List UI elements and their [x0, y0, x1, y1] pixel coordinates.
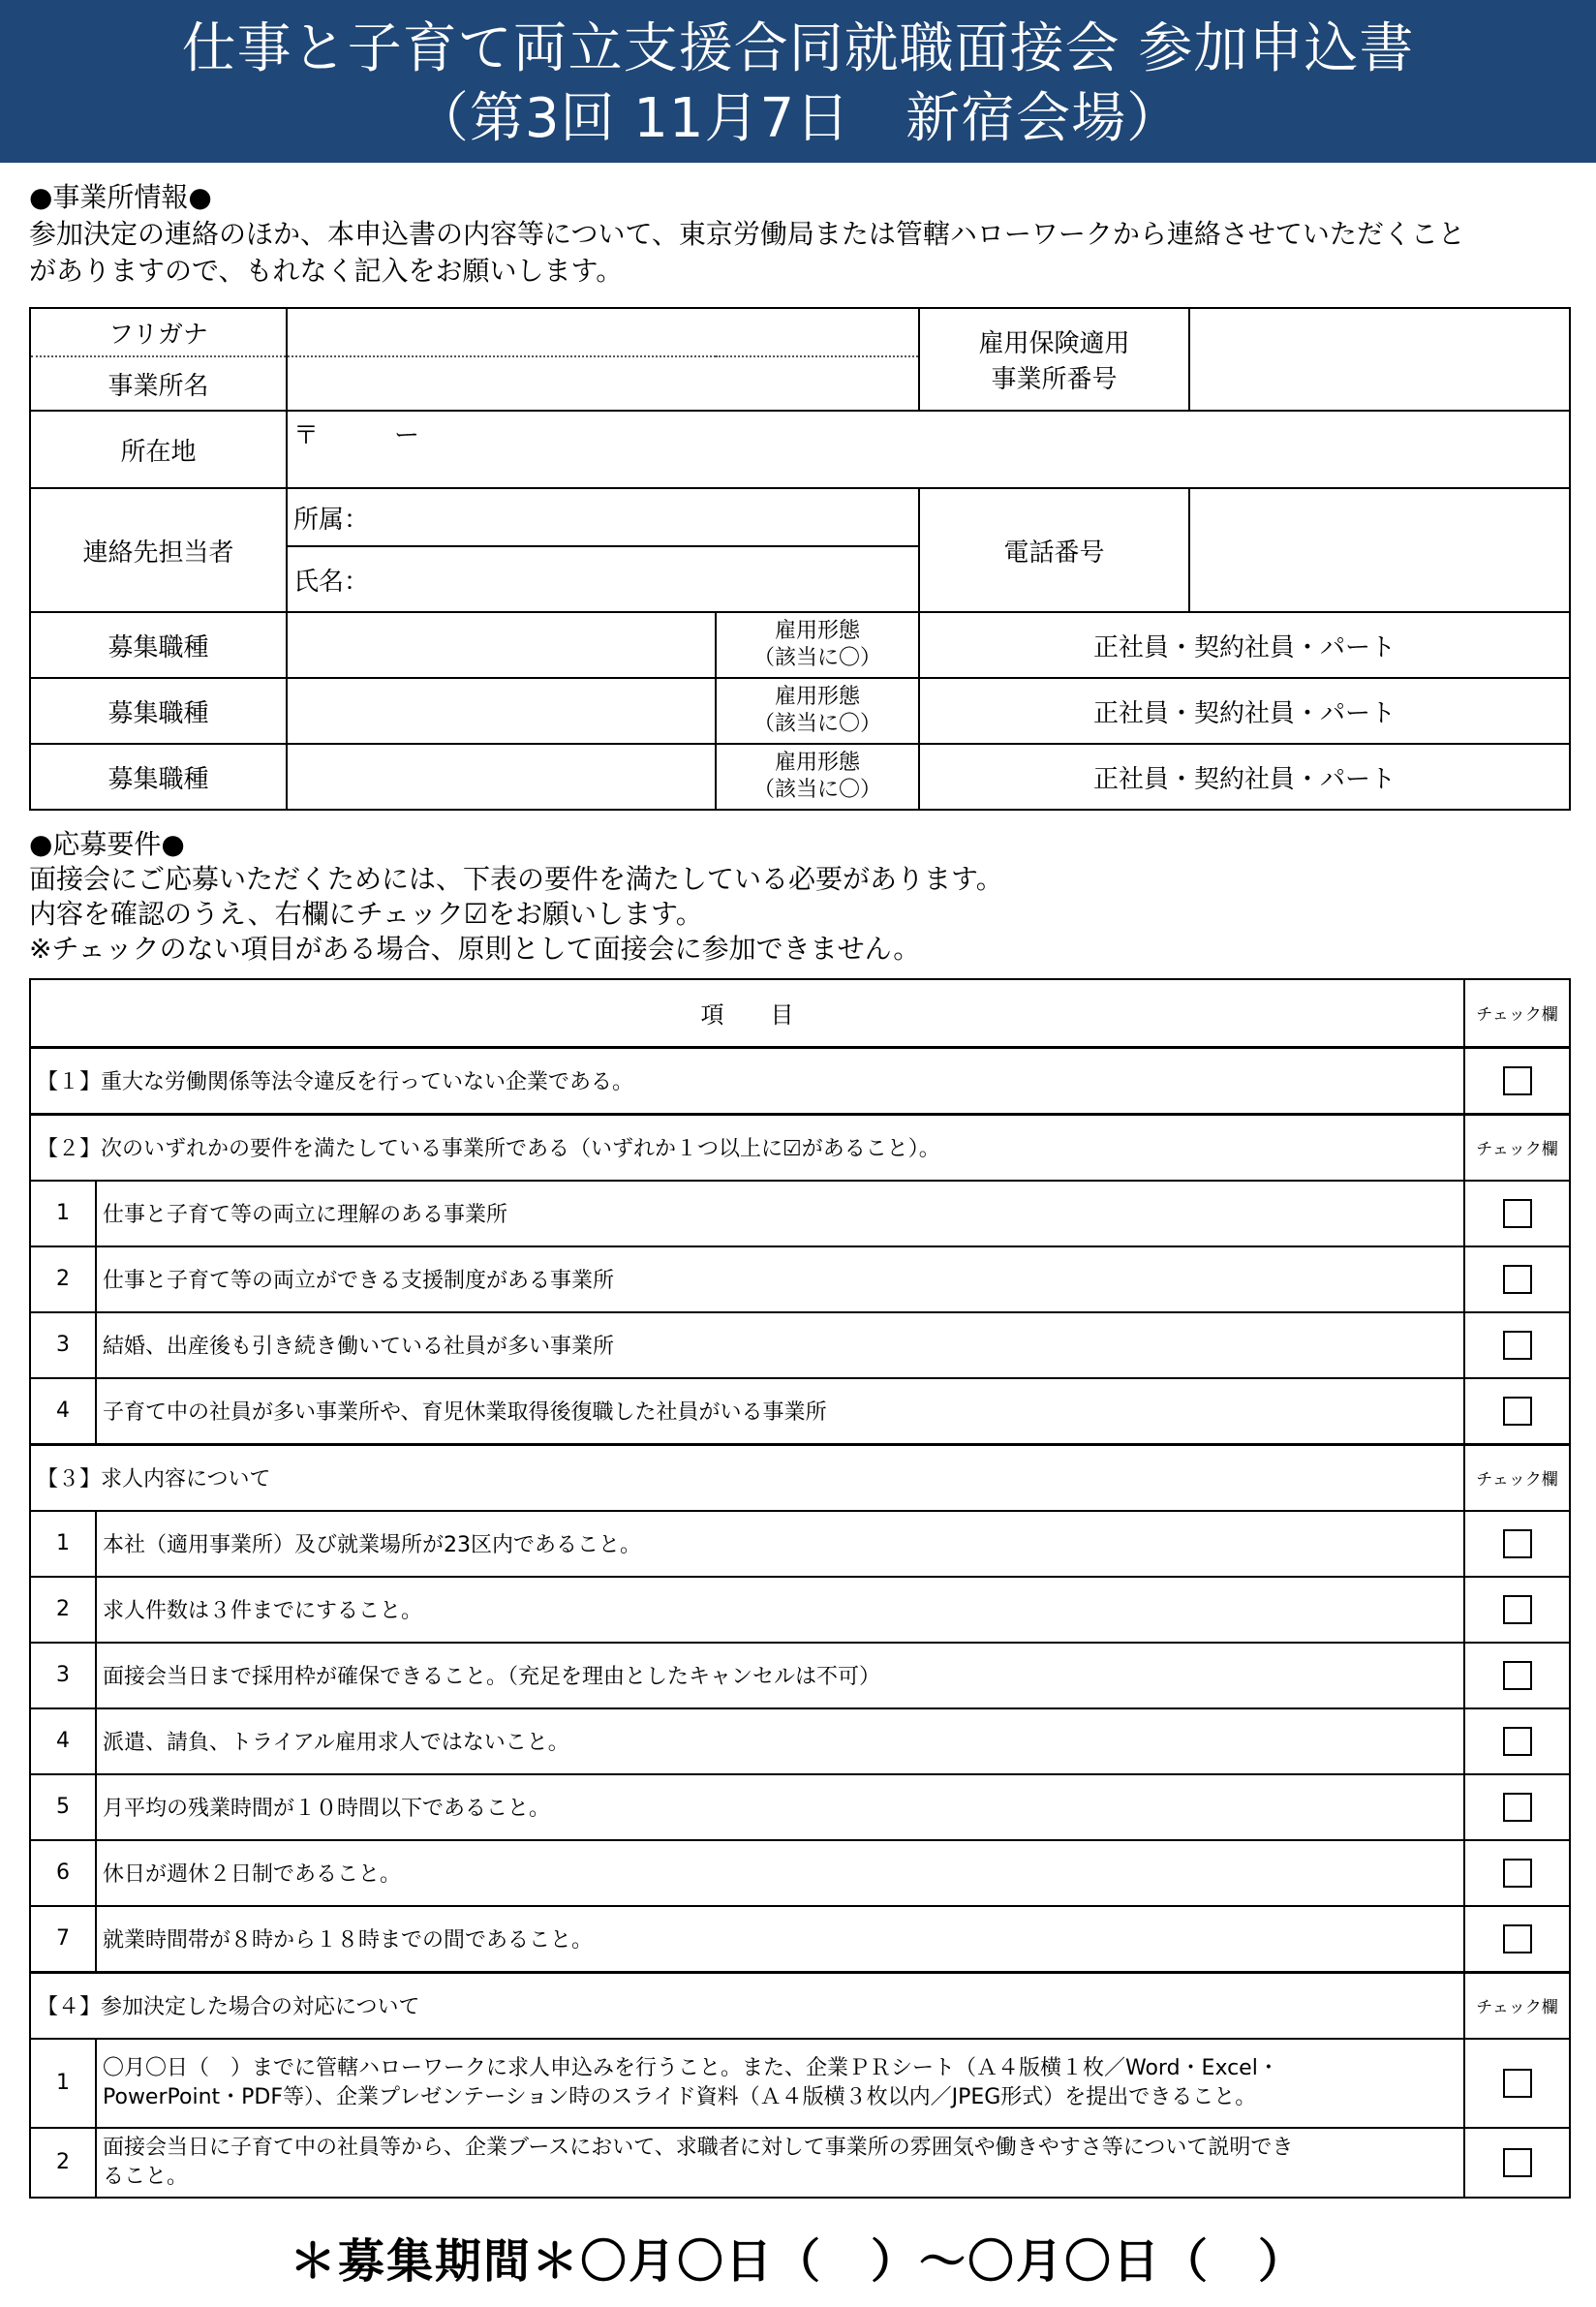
item-number: 3	[30, 1643, 96, 1708]
job-type-label: 募集職種	[30, 744, 287, 810]
check-column-header: チェック欄	[1464, 1114, 1570, 1181]
requirements-note-1: 面接会にご応募いただくためには、下表の要件を満たしている必要があります。	[29, 863, 1003, 895]
checkbox-cell[interactable]	[1464, 1577, 1570, 1643]
department-label: 所属：	[293, 505, 370, 535]
checkbox-cell[interactable]	[1464, 2128, 1570, 2198]
job-type-label: 募集職種	[30, 612, 287, 678]
insurance-label-line1: 雇用保険適用	[978, 329, 1130, 358]
employment-options[interactable]: 正社員・契約社員・パート	[919, 678, 1570, 744]
item-text: 本社（適用事業所）及び就業場所が23区内であること。	[96, 1511, 1464, 1577]
phone-label: 電話番号	[919, 488, 1189, 612]
requirements-heading: ●応募要件●	[29, 828, 185, 860]
checkbox[interactable]	[1503, 1793, 1532, 1822]
checkbox[interactable]	[1503, 1199, 1532, 1228]
requirement-1: 【１】重大な労働関係等法令違反を行っていない企業である。	[30, 1047, 1464, 1114]
requirements-table	[29, 978, 1571, 2199]
office-info-heading: ●事業所情報●	[29, 181, 212, 213]
requirements-note-3: ※チェックのない項目がある場合、原則として面接会に参加できません。	[29, 933, 921, 965]
checkbox[interactable]	[1503, 1859, 1532, 1888]
check-column-header: チェック欄	[1464, 1444, 1570, 1511]
checkbox[interactable]	[1503, 1727, 1532, 1756]
employment-options[interactable]: 正社員・契約社員・パート	[919, 612, 1570, 678]
item-number: 1	[30, 2039, 96, 2128]
job-type-label: 募集職種	[30, 678, 287, 744]
checkbox-cell[interactable]	[1464, 1774, 1570, 1840]
item-number: 1	[30, 1181, 96, 1246]
item-number: 4	[30, 1378, 96, 1445]
checkbox-cell[interactable]	[1464, 1047, 1570, 1114]
checkbox[interactable]	[1503, 1265, 1532, 1294]
job-type-field[interactable]	[287, 612, 716, 678]
office-info-table	[29, 307, 1571, 811]
title-banner	[0, 0, 1596, 163]
checkbox-cell[interactable]	[1464, 1181, 1570, 1246]
insurance-number-label	[919, 308, 1189, 411]
item-number: 2	[30, 2128, 96, 2198]
employment-type-line1: 雇用形態	[774, 751, 860, 775]
group-3-title: 【３】求人内容について	[30, 1444, 1464, 1511]
job-row	[30, 678, 1570, 744]
checkbox[interactable]	[1503, 1924, 1532, 1953]
job-type-field[interactable]	[287, 744, 716, 810]
employment-type-label	[716, 612, 919, 678]
item-text: 就業時間帯が８時から１８時までの間であること。	[96, 1906, 1464, 1973]
phone-field[interactable]	[1189, 488, 1570, 612]
item-text: 結婚、出産後も引き続き働いている社員が多い事業所	[96, 1312, 1464, 1378]
employment-options[interactable]: 正社員・契約社員・パート	[919, 744, 1570, 810]
item-number: 6	[30, 1840, 96, 1906]
item-number: 3	[30, 1312, 96, 1378]
checkbox-cell[interactable]	[1464, 1312, 1570, 1378]
group-2-title: 【２】次のいずれかの要件を満たしている事業所である（いずれか１つ以上に☑があること）。	[30, 1114, 1464, 1181]
checkbox[interactable]	[1503, 1529, 1532, 1558]
checkbox-cell[interactable]	[1464, 2039, 1570, 2128]
item-number: 4	[30, 1708, 96, 1774]
checkbox-cell[interactable]	[1464, 1643, 1570, 1708]
checkbox[interactable]	[1503, 1661, 1532, 1690]
item-text: 子育て中の社員が多い事業所や、育児休業取得後復職した社員がいる事業所	[96, 1378, 1464, 1445]
employment-type-line1: 雇用形態	[774, 619, 860, 643]
item-number: 1	[30, 1511, 96, 1577]
employment-type-line2: （該当に〇）	[752, 712, 881, 736]
office-name-field[interactable]	[287, 356, 919, 411]
group-4-title: 【４】参加決定した場合の対応について	[30, 1972, 1464, 2039]
contact-person-label: 連絡先担当者	[30, 488, 287, 612]
item-text: 仕事と子育て等の両立ができる支援制度がある事業所	[96, 1246, 1464, 1312]
form-title: 仕事と子育て両立支援合同就職面接会 参加申込書	[181, 17, 1415, 80]
furigana-field[interactable]	[287, 308, 919, 356]
item-text	[96, 2039, 1464, 2128]
item-text: 月平均の残業時間が１０時間以下であること。	[96, 1774, 1464, 1840]
checkbox[interactable]	[1503, 1397, 1532, 1426]
postal-prefix: 〒 ー	[293, 421, 420, 450]
item-text-line2: PowerPoint・PDF等）、企業プレゼンテーション時のスライド資料（Ａ４版横３枚以内／JPEG形式）を提出できること。	[103, 2084, 1257, 2109]
department-field[interactable]	[287, 488, 919, 546]
item-text-line2: ること。	[103, 2164, 189, 2189]
item-text: 面接会当日まで採用枠が確保できること。（充足を理由としたキャンセルは不可）	[96, 1643, 1464, 1708]
application-period: ＊募集期間＊〇月〇日（ ）～〇月〇日（ ）	[289, 2234, 1306, 2289]
checkbox-cell[interactable]	[1464, 1906, 1570, 1973]
checkbox[interactable]	[1503, 1331, 1532, 1360]
contact-name-label: 氏名：	[293, 567, 370, 597]
insurance-number-field[interactable]	[1189, 308, 1570, 411]
job-type-field[interactable]	[287, 678, 716, 744]
checkbox[interactable]	[1503, 1066, 1532, 1095]
checkbox-cell[interactable]	[1464, 1511, 1570, 1577]
item-number: 2	[30, 1577, 96, 1643]
check-column-header: チェック欄	[1464, 1972, 1570, 2039]
checkbox[interactable]	[1503, 2069, 1532, 2098]
employment-type-line1: 雇用形態	[774, 685, 860, 709]
job-row	[30, 612, 1570, 678]
item-text: 派遣、請負、トライアル雇用求人ではないこと。	[96, 1708, 1464, 1774]
form-subtitle: （第3回 11月7日 新宿会場）	[414, 87, 1182, 150]
contact-name-field[interactable]	[287, 546, 919, 612]
checkbox-cell[interactable]	[1464, 1378, 1570, 1445]
job-row	[30, 744, 1570, 810]
checkbox-cell[interactable]	[1464, 1708, 1570, 1774]
office-info-note-2: がありますので、もれなく記入をお願いします。	[29, 255, 624, 287]
item-text: 求人件数は３件までにすること。	[96, 1577, 1464, 1643]
office-name-label: 事業所名	[30, 356, 287, 411]
employment-type-line2: （該当に〇）	[752, 646, 881, 670]
office-info-note-1: 参加決定の連絡のほか、本申込書の内容等について、東京労働局または管轄ハローワークから連絡させていただくこと	[29, 218, 1465, 250]
employment-type-label	[716, 744, 919, 810]
item-text-line1: 〇月〇日（ ）までに管轄ハローワークに求人申込みを行うこと。また、企業ＰＲシート（Ａ４版横１枚／Word・Excel・	[103, 2055, 1279, 2080]
checkbox[interactable]	[1503, 2148, 1532, 2177]
checkbox[interactable]	[1503, 1595, 1532, 1624]
requirements-note-2: 内容を確認のうえ、右欄にチェック☑をお願いします。	[29, 898, 703, 930]
items-header: 項 目	[30, 979, 1464, 1047]
address-label: 所在地	[30, 411, 287, 488]
employment-type-line2: （該当に〇）	[752, 778, 881, 802]
furigana-label: フリガナ	[30, 308, 287, 356]
employment-type-label	[716, 678, 919, 744]
address-field[interactable]	[287, 411, 1570, 488]
check-column-header: チェック欄	[1464, 979, 1570, 1047]
item-text: 仕事と子育て等の両立に理解のある事業所	[96, 1181, 1464, 1246]
item-number: 2	[30, 1246, 96, 1312]
item-number: 5	[30, 1774, 96, 1840]
insurance-label-line2: 事業所番号	[991, 365, 1118, 394]
item-text	[96, 2128, 1464, 2198]
checkbox-cell[interactable]	[1464, 1840, 1570, 1906]
item-text-line1: 面接会当日に子育て中の社員等から、企業ブースにおいて、求職者に対して事業所の雰囲気や働きやすさ等について説明でき	[103, 2135, 1294, 2160]
item-text: 休日が週休２日制であること。	[96, 1840, 1464, 1906]
checkbox-cell[interactable]	[1464, 1246, 1570, 1312]
item-number: 7	[30, 1906, 96, 1973]
